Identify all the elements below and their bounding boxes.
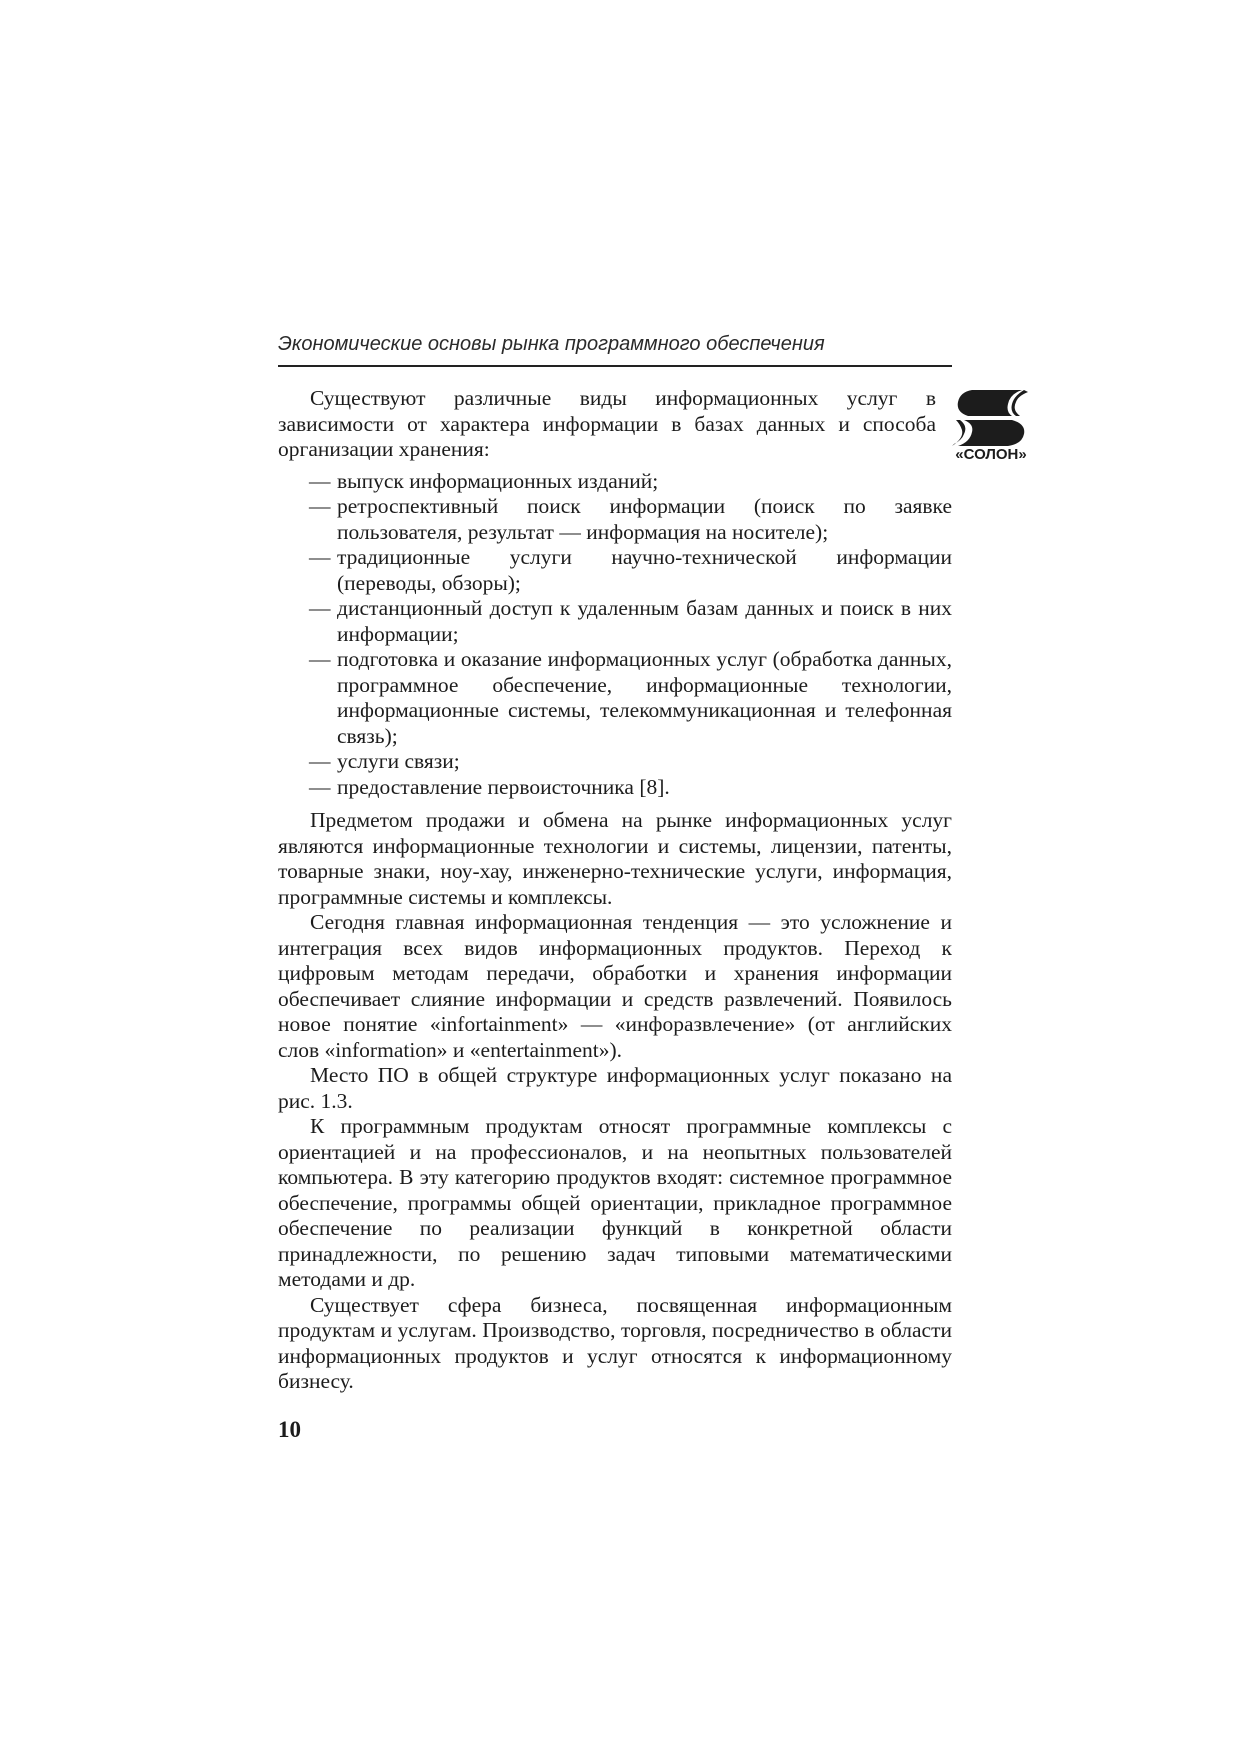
publisher-logo-label: «СОЛОН» — [955, 446, 1027, 463]
services-list — [278, 469, 952, 801]
list-item: — предоставление первоисточника [8]. — [309, 774, 670, 799]
paragraph: Существует сфера бизнеса, посвященная информационным продуктам и услугам. Производство, торговля, посредничество в области информационных продуктов и услуг относятся к информационному бизнесу. — [278, 1292, 952, 1393]
paragraph: К программным продуктам относят программные комплексы с ориентацией и на профессионалов, и на неопытных пользователей компьютера. В эту категорию продуктов входят: системное программное обеспечение, программы общей ориентации, прикладное программное обеспечение по реализации функций в конкретной области принадлежности, по решению задач типовыми математическими методами и др. — [278, 1114, 952, 1291]
list-item: — услуги связи; — [309, 749, 460, 773]
header-rule — [278, 365, 952, 367]
list-item: — подготовка и оказание информационных услуг (обработка данных, программное обеспечение, информационные технологии, информационные системы, телекоммуникационная и телефонная связь); — [309, 647, 952, 748]
list-item: — выпуск информационных изданий; — [309, 468, 659, 493]
paragraph: Предметом продажи и обмена на рынке информационных услуг являются информационные технологии и системы, лицензии, патенты, товарные знаки, ноу-хау, инженерно-технические услуги, информация, программные системы и комплексы. — [278, 808, 952, 909]
list-item: — ретроспективный поиск информации (поиск по заявке пользователя, результат — информация на носителе); — [309, 494, 952, 544]
running-header: Экономические основы рынка программного обеспечения — [278, 333, 825, 355]
paragraph: Сегодня главная информационная тенденция — это усложнение и интеграция всех видов информационных продуктов. Переход к цифровым методам передачи, обработки и хранения информации обеспечивает слияние информации и средств развлечений. Появилось новое понятие «infortainment» — «инфоразвлечение» (от английских слов «information» и «entertainment»). — [278, 910, 952, 1062]
paragraph: Место ПО в общей структуре информационных услуг показано на рис. 1.3. — [278, 1063, 952, 1113]
page-number: 10 — [278, 1417, 301, 1442]
main-text — [278, 386, 952, 1395]
list-item: — традиционные услуги научно-технической информации (переводы, обзоры); — [309, 545, 952, 595]
list-item: — дистанционный доступ к удаленным базам данных и поиск в них информации; — [309, 596, 952, 646]
intro-paragraph: Существуют различные виды информационных услуг в зависимости от характера информации в базах данных и способа организации хранения: — [278, 386, 936, 461]
